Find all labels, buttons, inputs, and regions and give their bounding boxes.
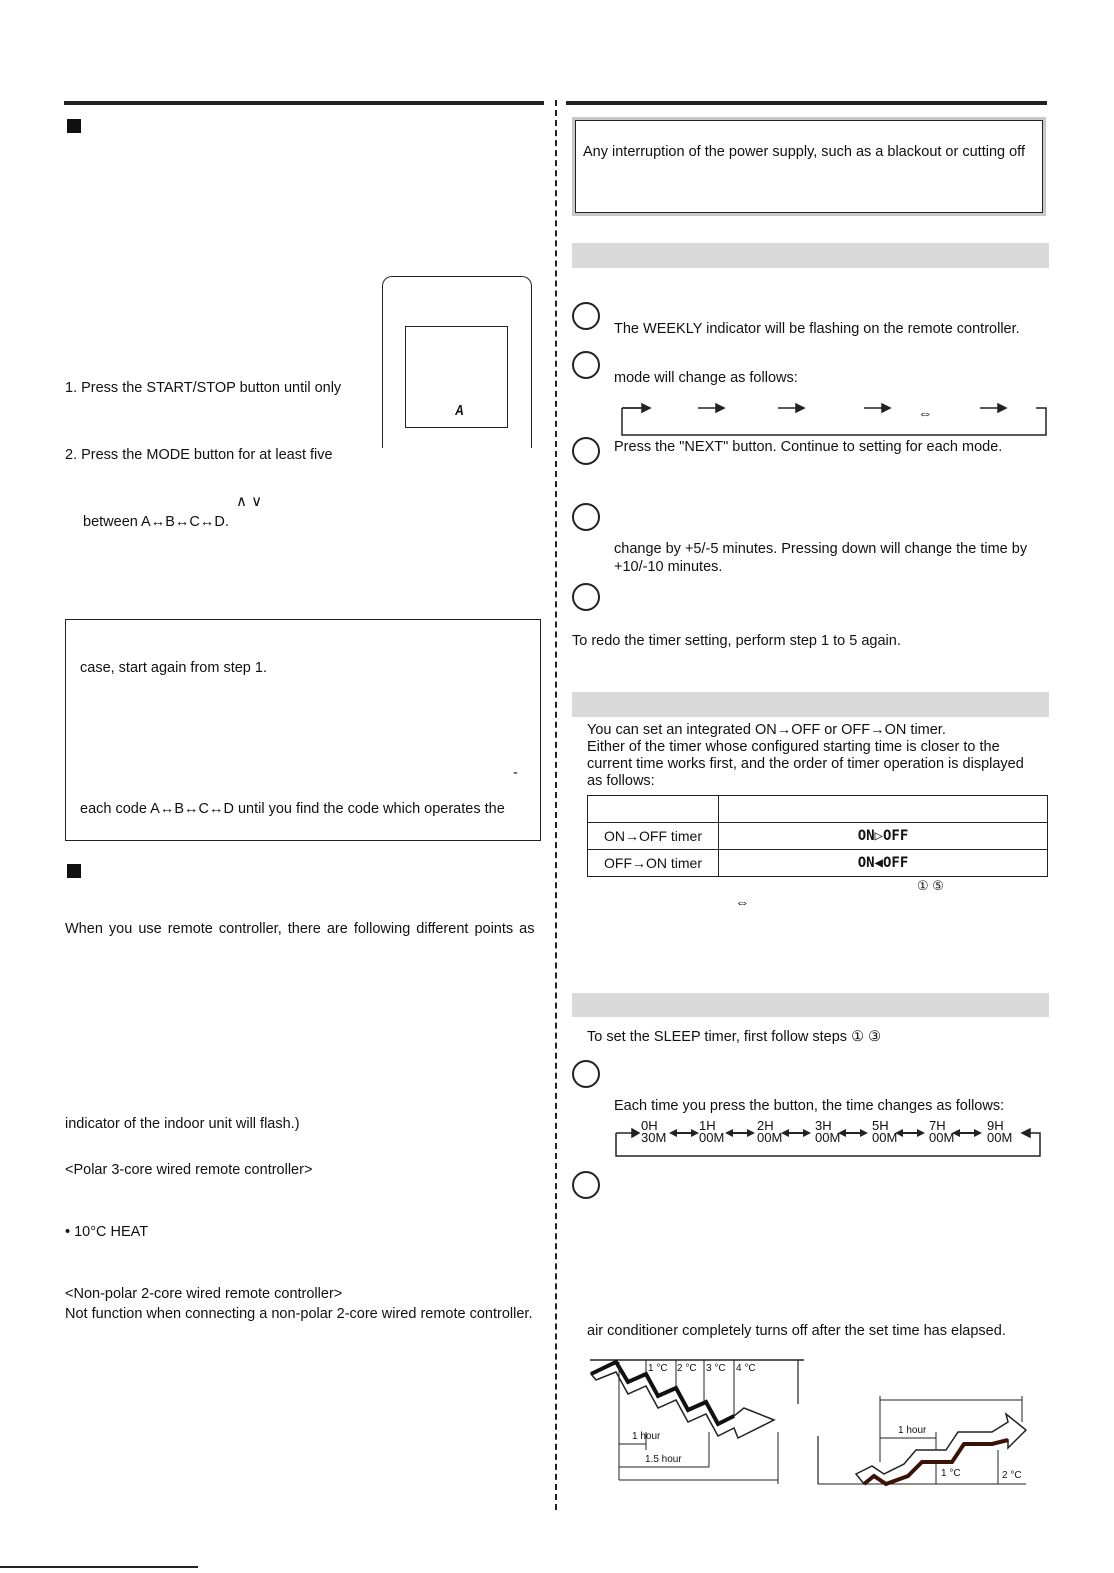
cool-hour-2: 1.5 hour [645, 1454, 682, 1465]
sleep-time-m: 00M [757, 1130, 783, 1145]
timer-display: ON◀OFF [719, 850, 1048, 877]
remote-display-char: A [455, 402, 464, 419]
cool-temp-1: 1 °C [648, 1363, 668, 1374]
program-timer-header-bar [572, 692, 1049, 717]
footer-rule [0, 1566, 198, 1568]
heat-temp-2: 2 °C [1002, 1470, 1022, 1481]
step-circle-1 [572, 302, 600, 330]
column-divider [555, 100, 557, 1510]
step-2-text: 2. Press the MODE button for at least five [65, 447, 333, 463]
section-marker-square-2 [67, 864, 81, 878]
table-header-row [588, 796, 1048, 823]
step-circle-4 [572, 503, 600, 531]
table-row [588, 823, 1048, 850]
timer-label: OFF→ON timer [588, 850, 719, 877]
timer-order-table [587, 795, 1048, 877]
redo-text: To redo the timer setting, perform step 1 to 5 again. [572, 633, 901, 649]
sleep-step-circle-2 [572, 1171, 600, 1199]
sleep-step-circle-1 [572, 1060, 600, 1088]
table-row [588, 850, 1048, 877]
sleep-time-m: 00M [872, 1130, 898, 1145]
step-circle-3 [572, 437, 600, 465]
sleep-time-h: 9H [987, 1118, 1004, 1133]
timer-label: ON→OFF timer [588, 823, 719, 850]
sleep-time-m: 00M [815, 1130, 841, 1145]
sleep-time-h: 1H [699, 1118, 716, 1133]
change-line-2: +10/-10 minutes. [614, 559, 723, 575]
cool-hour-1: 1 hour [632, 1431, 661, 1442]
step-circle-5 [572, 583, 600, 611]
sleep-intro-text: To set the SLEEP timer, first follow steps ① ③ [587, 1029, 882, 1045]
cool-sleep-diagram [588, 1352, 808, 1492]
sleep-changes-text: Each time you press the button, the time changes as follows: [614, 1098, 1005, 1114]
sleep-time-m: 00M [699, 1130, 725, 1145]
up-down-arrows: ∧ ∨ [236, 493, 263, 510]
note-line-2: each code A↔B↔C↔D until you find the code which operates the [80, 801, 505, 817]
sleep-timer-header-bar [572, 993, 1049, 1017]
mode-sequence-diagram [618, 400, 1050, 440]
sleep-time-m: 30M [641, 1130, 667, 1145]
polar-header: <Polar 3-core wired remote controller> [65, 1162, 313, 1178]
heat-item: • 10°C HEAT [65, 1224, 149, 1240]
heat-sleep-diagram [812, 1392, 1032, 1492]
sleep-time-h: 0H [641, 1118, 658, 1133]
program-line-1: You can set an integrated ON→OFF or OFF→ON timer. [587, 722, 946, 738]
heat-temp-1: 1 °C [941, 1468, 961, 1479]
heat-hour-1: 1 hour [898, 1425, 927, 1436]
nonpolar-header: <Non-polar 2-core wired remote controller> [65, 1286, 343, 1302]
weekly-flashing-text: The WEEKLY indicator will be flashing on the remote controller. [614, 321, 1020, 337]
note-line-1: case, start again from step 1. [80, 660, 267, 676]
points-paragraph: When you use remote controller, there are following different points as [65, 921, 535, 937]
nonpolar-text: Not function when connecting a non-polar 2-core wired remote controller. [65, 1306, 533, 1322]
power-note-box [572, 117, 1046, 216]
cool-temp-2: 2 °C [677, 1363, 697, 1374]
right-top-rule [566, 101, 1047, 105]
section-marker-square [67, 119, 81, 133]
between-codes-text: between A↔B↔C↔D. [83, 514, 229, 530]
weekly-timer-header-bar [572, 243, 1049, 268]
indicator-line: indicator of the indoor unit will flash.) [65, 1116, 300, 1132]
step-1-text: 1. Press the START/STOP button until only [65, 380, 342, 396]
cool-temp-3: 3 °C [706, 1363, 726, 1374]
steps-reference: ① ⑤ [917, 878, 944, 893]
next-button-text: Press the "NEXT" button. Continue to setting for each mode. [614, 439, 1003, 455]
sleep-time-m: 00M [987, 1130, 1013, 1145]
sleep-time-h: 5H [872, 1118, 889, 1133]
program-line-3: current time works first, and the order of timer operation is displayed [587, 756, 1024, 772]
timer-display: ON▷OFF [719, 823, 1048, 850]
program-line-4: as follows: [587, 773, 655, 789]
change-line-1: change by +5/-5 minutes. Pressing down will change the time by [614, 541, 1028, 557]
sleep-time-h: 3H [815, 1118, 832, 1133]
mode-change-text: mode will change as follows: [614, 370, 798, 386]
left-top-rule [64, 101, 544, 105]
program-line-2: Either of the timer whose configured starting time is closer to the [587, 739, 1000, 755]
note-dash: - [513, 765, 518, 781]
power-note-text: Any interruption of the power supply, such as a blackout or cutting off [583, 144, 1025, 160]
mode-double-arrow: ⇔ [918, 406, 933, 422]
cool-temp-4: 4 °C [736, 1363, 756, 1374]
turns-off-text: air conditioner completely turns off after the set time has elapsed. [587, 1323, 1006, 1339]
steps-reference-arrow: ⇔ [735, 895, 750, 911]
sleep-time-m: 00M [929, 1130, 955, 1145]
step-circle-2 [572, 351, 600, 379]
sleep-time-h: 7H [929, 1118, 946, 1133]
sleep-time-h: 2H [757, 1118, 774, 1133]
